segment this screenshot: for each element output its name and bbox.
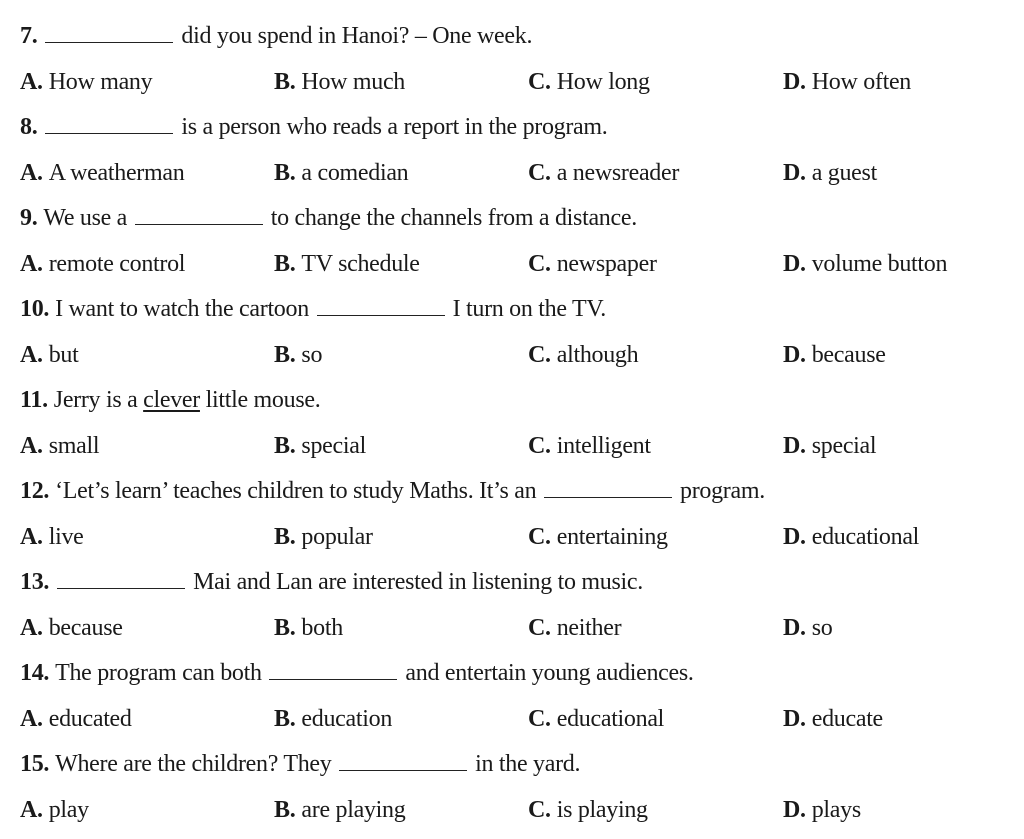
question-text bbox=[20, 14, 1010, 59]
option-b[interactable] bbox=[274, 332, 322, 378]
answer-options bbox=[20, 696, 1010, 742]
question-number: 13. bbox=[20, 569, 50, 595]
question-stem-after: and entertain young audiences. bbox=[405, 660, 694, 686]
option-letter: C. bbox=[528, 160, 551, 186]
option-a[interactable] bbox=[20, 241, 185, 287]
question-text bbox=[20, 105, 1010, 150]
option-b[interactable] bbox=[274, 423, 366, 469]
option-letter: C. bbox=[528, 615, 551, 641]
question-item bbox=[20, 560, 1010, 651]
answer-blank[interactable] bbox=[317, 287, 445, 316]
option-letter: B. bbox=[274, 524, 296, 550]
option-letter: C. bbox=[528, 251, 551, 277]
option-text: special bbox=[811, 433, 877, 459]
option-text: because bbox=[811, 342, 886, 368]
answer-options bbox=[20, 787, 1010, 833]
option-letter: C. bbox=[528, 69, 551, 95]
option-text: How many bbox=[48, 69, 153, 95]
option-c[interactable] bbox=[528, 514, 668, 560]
option-b[interactable] bbox=[274, 241, 420, 287]
option-letter: D. bbox=[783, 615, 806, 641]
option-letter: A. bbox=[20, 69, 43, 95]
answer-options bbox=[20, 423, 1010, 469]
option-d[interactable] bbox=[783, 241, 947, 287]
option-b[interactable] bbox=[274, 605, 343, 651]
option-letter: B. bbox=[274, 342, 296, 368]
question-number: 8. bbox=[20, 114, 38, 140]
option-letter: C. bbox=[528, 524, 551, 550]
option-b[interactable] bbox=[274, 787, 405, 833]
option-letter: B. bbox=[274, 797, 296, 823]
question-stem-after: I turn on the TV. bbox=[452, 296, 606, 322]
option-text: a guest bbox=[811, 160, 877, 186]
question-text bbox=[20, 469, 1010, 514]
option-text: entertaining bbox=[556, 524, 668, 550]
option-text: intelligent bbox=[556, 433, 651, 459]
question-stem-after: program. bbox=[680, 478, 765, 504]
option-letter: D. bbox=[783, 797, 806, 823]
option-text: small bbox=[48, 433, 100, 459]
question-text bbox=[20, 651, 1010, 696]
answer-options bbox=[20, 514, 1010, 560]
option-letter: B. bbox=[274, 706, 296, 732]
question-item bbox=[20, 469, 1010, 560]
question-number: 7. bbox=[20, 23, 38, 49]
answer-blank[interactable] bbox=[45, 14, 173, 43]
answer-options bbox=[20, 150, 1010, 196]
answer-blank[interactable] bbox=[339, 742, 467, 771]
answer-options bbox=[20, 241, 1010, 287]
option-d[interactable] bbox=[783, 514, 919, 560]
question-item bbox=[20, 287, 1010, 378]
option-letter: B. bbox=[274, 433, 296, 459]
question-text bbox=[20, 560, 1010, 605]
question-item bbox=[20, 105, 1010, 196]
question-stem-before: Where are the children? They bbox=[55, 751, 332, 777]
question-number: 14. bbox=[20, 660, 50, 686]
option-a[interactable] bbox=[20, 514, 84, 560]
option-c[interactable] bbox=[528, 605, 621, 651]
question-number: 9. bbox=[20, 205, 38, 231]
option-text: a comedian bbox=[301, 160, 409, 186]
option-letter: A. bbox=[20, 524, 43, 550]
option-b[interactable] bbox=[274, 514, 373, 560]
answer-blank[interactable] bbox=[57, 560, 185, 589]
option-letter: D. bbox=[783, 342, 806, 368]
option-text: popular bbox=[301, 524, 373, 550]
option-b[interactable] bbox=[274, 696, 392, 742]
option-a[interactable] bbox=[20, 150, 184, 196]
option-a[interactable] bbox=[20, 59, 152, 105]
option-d[interactable] bbox=[783, 605, 832, 651]
option-letter: D. bbox=[783, 251, 806, 277]
option-d[interactable] bbox=[783, 150, 877, 196]
question-stem-after: to change the channels from a distance. bbox=[270, 205, 637, 231]
option-text: so bbox=[301, 342, 323, 368]
option-letter: B. bbox=[274, 615, 296, 641]
underlined-word: clever bbox=[143, 387, 200, 413]
option-letter: C. bbox=[528, 342, 551, 368]
option-text: educated bbox=[48, 706, 132, 732]
question-number: 12. bbox=[20, 478, 50, 504]
option-text: play bbox=[48, 797, 89, 823]
option-d[interactable] bbox=[783, 332, 886, 378]
option-text: plays bbox=[811, 797, 861, 823]
option-text: How much bbox=[301, 69, 406, 95]
question-stem-before: I want to watch the cartoon bbox=[55, 296, 309, 322]
question-text bbox=[20, 378, 1010, 423]
question-number: 15. bbox=[20, 751, 50, 777]
question-item bbox=[20, 378, 1010, 469]
option-letter: A. bbox=[20, 251, 43, 277]
option-d[interactable] bbox=[783, 787, 861, 833]
option-text: both bbox=[301, 615, 343, 641]
option-text: a newsreader bbox=[556, 160, 680, 186]
option-b[interactable] bbox=[274, 150, 408, 196]
answer-blank[interactable] bbox=[544, 469, 672, 498]
question-stem-after: little mouse. bbox=[205, 387, 321, 413]
option-c[interactable] bbox=[528, 241, 657, 287]
option-c[interactable] bbox=[528, 59, 650, 105]
option-c[interactable] bbox=[528, 332, 638, 378]
option-text: educate bbox=[811, 706, 883, 732]
option-a[interactable] bbox=[20, 605, 123, 651]
option-d[interactable] bbox=[783, 696, 883, 742]
option-text: educational bbox=[556, 706, 665, 732]
option-d[interactable] bbox=[783, 423, 876, 469]
option-letter: D. bbox=[783, 524, 806, 550]
question-stem-after: in the yard. bbox=[475, 751, 581, 777]
option-text: educational bbox=[811, 524, 920, 550]
answer-blank[interactable] bbox=[135, 196, 263, 225]
question-stem-after: is a person who reads a report in the program. bbox=[181, 114, 608, 140]
option-text: TV schedule bbox=[301, 251, 420, 277]
option-letter: D. bbox=[783, 160, 806, 186]
option-letter: C. bbox=[528, 706, 551, 732]
question-text bbox=[20, 196, 1010, 241]
question-text bbox=[20, 742, 1010, 787]
option-text: volume button bbox=[811, 251, 948, 277]
exercise-sheet bbox=[20, 14, 1010, 833]
option-c[interactable] bbox=[528, 787, 648, 833]
option-text: special bbox=[301, 433, 366, 459]
option-letter: B. bbox=[274, 69, 296, 95]
option-text: How long bbox=[556, 69, 650, 95]
answer-options bbox=[20, 59, 1010, 105]
question-stem-before: The program can both bbox=[55, 660, 262, 686]
option-text: is playing bbox=[556, 797, 648, 823]
question-text bbox=[20, 287, 1010, 332]
option-text: but bbox=[48, 342, 79, 368]
option-text: are playing bbox=[301, 797, 406, 823]
option-text: live bbox=[48, 524, 84, 550]
question-stem-after: did you spend in Hanoi? – One week. bbox=[181, 23, 533, 49]
answer-blank[interactable] bbox=[45, 105, 173, 134]
option-letter: A. bbox=[20, 160, 43, 186]
option-text: so bbox=[811, 615, 833, 641]
option-letter: B. bbox=[274, 251, 296, 277]
answer-blank[interactable] bbox=[269, 651, 397, 680]
option-d[interactable] bbox=[783, 59, 911, 105]
option-letter: C. bbox=[528, 797, 551, 823]
option-a[interactable] bbox=[20, 787, 89, 833]
option-text: How often bbox=[811, 69, 912, 95]
option-text: remote control bbox=[48, 251, 186, 277]
option-letter: A. bbox=[20, 342, 43, 368]
option-text: because bbox=[48, 615, 123, 641]
option-letter: B. bbox=[274, 160, 296, 186]
option-letter: C. bbox=[528, 433, 551, 459]
option-a[interactable] bbox=[20, 423, 99, 469]
question-stem-after: Mai and Lan are interested in listening to music. bbox=[193, 569, 643, 595]
option-b[interactable] bbox=[274, 59, 405, 105]
option-c[interactable] bbox=[528, 150, 679, 196]
option-text: education bbox=[301, 706, 393, 732]
question-stem-before: ‘Let’s learn’ teaches children to study Maths. It’s an bbox=[55, 478, 537, 504]
question-item bbox=[20, 14, 1010, 105]
answer-options bbox=[20, 605, 1010, 651]
option-a[interactable] bbox=[20, 332, 79, 378]
question-item bbox=[20, 651, 1010, 742]
previous-page-clipped-edge bbox=[0, 0, 1024, 4]
answer-options bbox=[20, 332, 1010, 378]
option-letter: D. bbox=[783, 433, 806, 459]
option-letter: A. bbox=[20, 433, 43, 459]
option-letter: D. bbox=[783, 69, 806, 95]
option-letter: D. bbox=[783, 706, 806, 732]
question-stem-before: We use a bbox=[43, 205, 128, 231]
question-item bbox=[20, 196, 1010, 287]
question-item bbox=[20, 742, 1010, 833]
option-text: neither bbox=[556, 615, 622, 641]
option-a[interactable] bbox=[20, 696, 132, 742]
question-number: 11. bbox=[20, 387, 48, 413]
option-text: although bbox=[556, 342, 639, 368]
question-stem-before: Jerry is a bbox=[53, 387, 138, 413]
question-number: 10. bbox=[20, 296, 50, 322]
option-letter: A. bbox=[20, 615, 43, 641]
option-c[interactable] bbox=[528, 423, 651, 469]
option-text: newspaper bbox=[556, 251, 657, 277]
option-text: A weatherman bbox=[48, 160, 185, 186]
option-letter: A. bbox=[20, 706, 43, 732]
option-letter: A. bbox=[20, 797, 43, 823]
option-c[interactable] bbox=[528, 696, 664, 742]
